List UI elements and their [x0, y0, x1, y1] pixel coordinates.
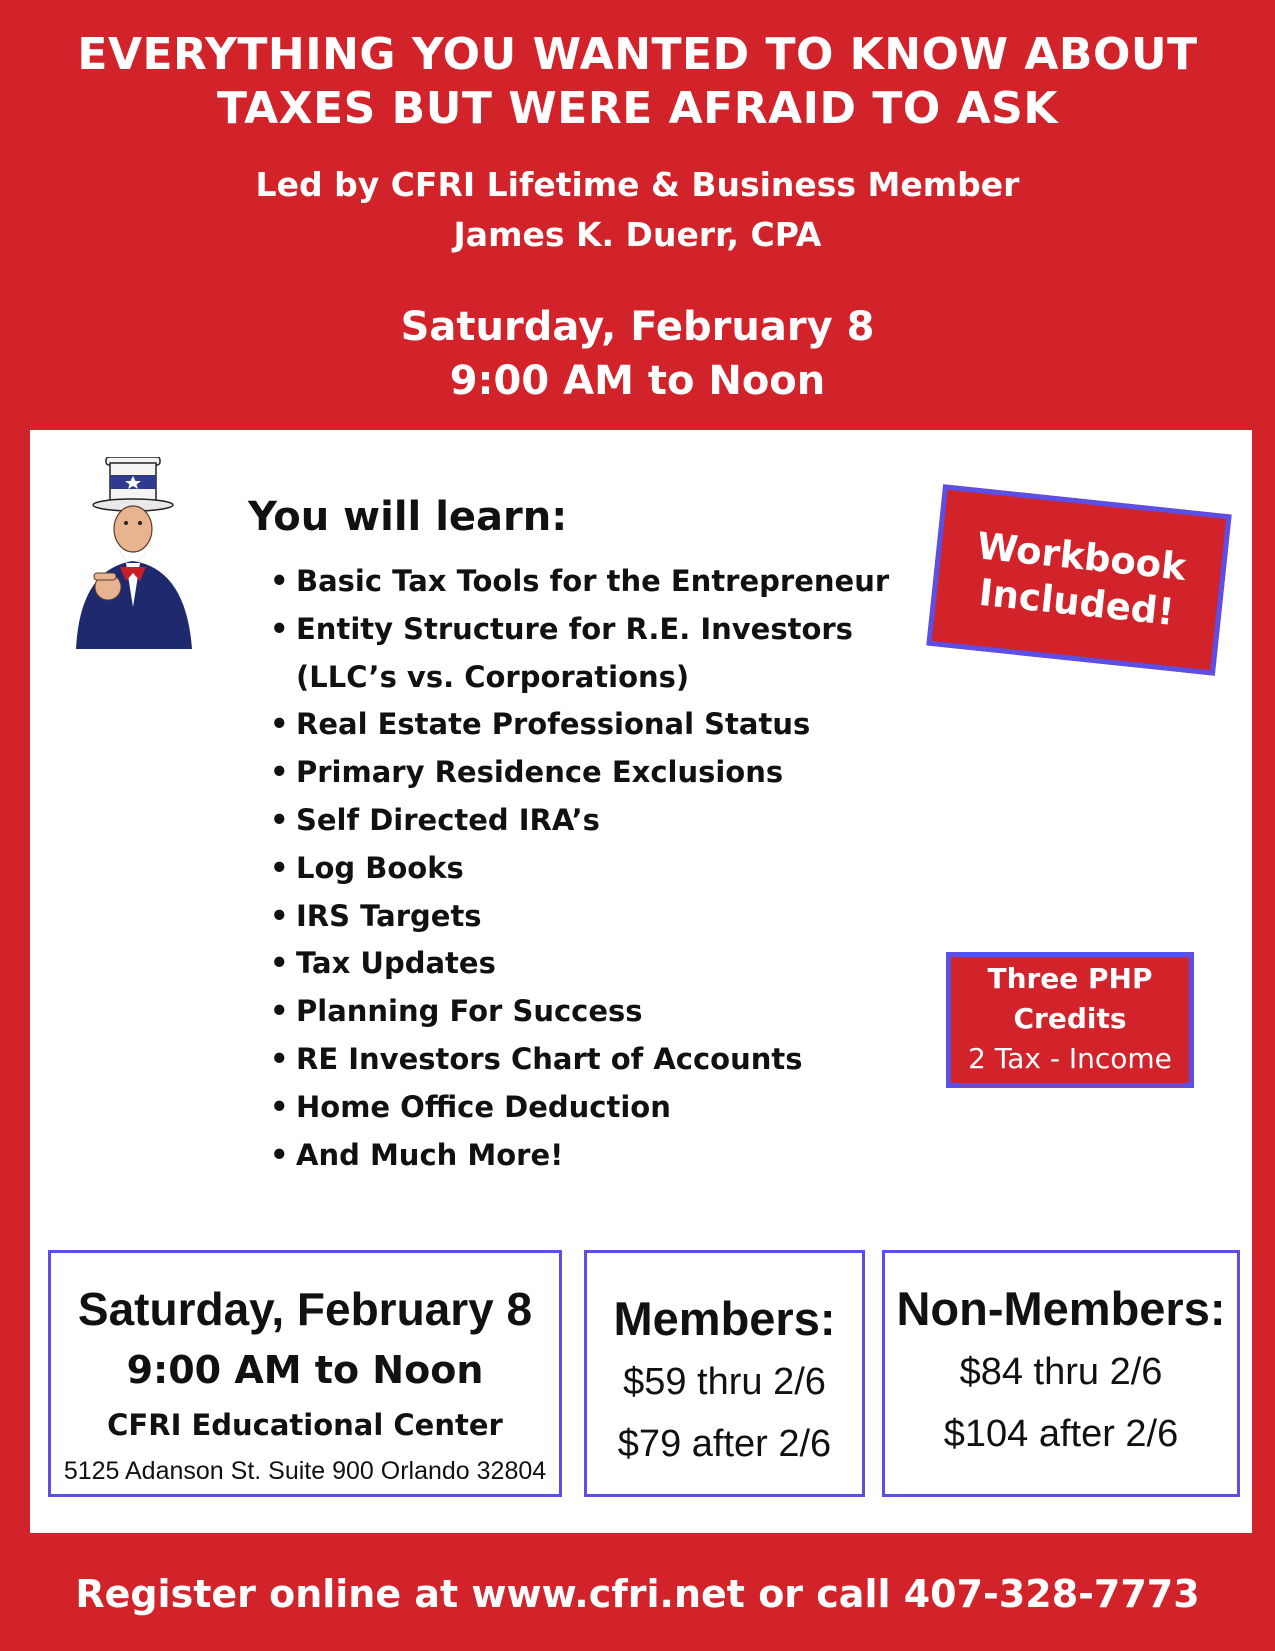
learn-item: • Tax Updates: [270, 940, 889, 988]
learn-item: • Basic Tax Tools for the Entrepreneur: [270, 558, 889, 606]
workbook-included-badge: [926, 484, 1231, 675]
header-date: Saturday, February 8: [400, 304, 875, 350]
non-members-price-1: $84 thru 2/6: [959, 1351, 1163, 1393]
event-venue: CFRI Educational Center: [107, 1408, 503, 1442]
led-by-line: Led by CFRI Lifetime & Business Member: [255, 165, 1020, 204]
learn-item-continuation: (LLC’s vs. Corporations): [296, 659, 690, 694]
learn-list: [270, 558, 889, 1179]
header-time: 9:00 AM to Noon: [449, 358, 826, 404]
learn-item: • Home Office Deduction: [270, 1084, 889, 1132]
event-address: 5125 Adanson St. Suite 900 Orlando 32804: [63, 1457, 547, 1485]
learn-item: • Real Estate Professional Status: [270, 701, 889, 749]
php-line-3: 2 Tax - Income: [968, 1042, 1172, 1075]
flyer-title: [0, 28, 1275, 136]
php-line-1: Three PHP: [987, 962, 1153, 995]
event-date: Saturday, February 8: [77, 1283, 533, 1335]
learn-item: • Primary Residence Exclusions: [270, 749, 889, 797]
php-line-2: Credits: [1013, 1002, 1127, 1035]
presenter-name: James K. Duerr, CPA: [453, 215, 822, 254]
workbook-line-2: Included!: [976, 570, 1177, 635]
php-credits-badge: [946, 952, 1194, 1115]
register-footer: Register online at www.cfri.net or call 407-328-7773: [75, 1572, 1200, 1616]
header-date-time: [0, 300, 1275, 408]
members-heading: Members:: [613, 1292, 836, 1345]
non-members-price-2: $104 after 2/6: [943, 1413, 1179, 1455]
learn-item: • Entity Structure for R.E. Investors: [270, 606, 889, 654]
members-price-1: $59 thru 2/6: [623, 1361, 826, 1403]
learn-item: • Self Directed IRA’s: [270, 797, 889, 845]
presenter: [0, 160, 1275, 260]
php-line-4: 1 Management: [964, 1082, 1176, 1115]
learn-item: • RE Investors Chart of Accounts: [270, 1036, 889, 1084]
title-line-1: EVERYTHING YOU WANTED TO KNOW ABOUT: [77, 29, 1198, 80]
non-members-heading: Non-Members:: [896, 1282, 1226, 1335]
learn-item: • Planning For Success: [270, 988, 889, 1036]
event-time: 9:00 AM to Noon: [126, 1348, 484, 1392]
learn-heading: You will learn:: [248, 494, 568, 540]
title-line-2: TAXES BUT WERE AFRAID TO ASK: [217, 83, 1058, 134]
members-price-box: [584, 1250, 865, 1497]
workbook-line-1: Workbook: [974, 524, 1188, 589]
members-price-2: $79 after 2/6: [617, 1423, 832, 1465]
uncle-sam-illustration: [54, 457, 212, 649]
learn-item: • Log Books: [270, 845, 889, 893]
learn-item: • And Much More!: [270, 1132, 889, 1180]
learn-item: • IRS Targets: [270, 893, 889, 941]
event-details-box: [48, 1250, 562, 1497]
non-members-price-box: [882, 1250, 1240, 1497]
